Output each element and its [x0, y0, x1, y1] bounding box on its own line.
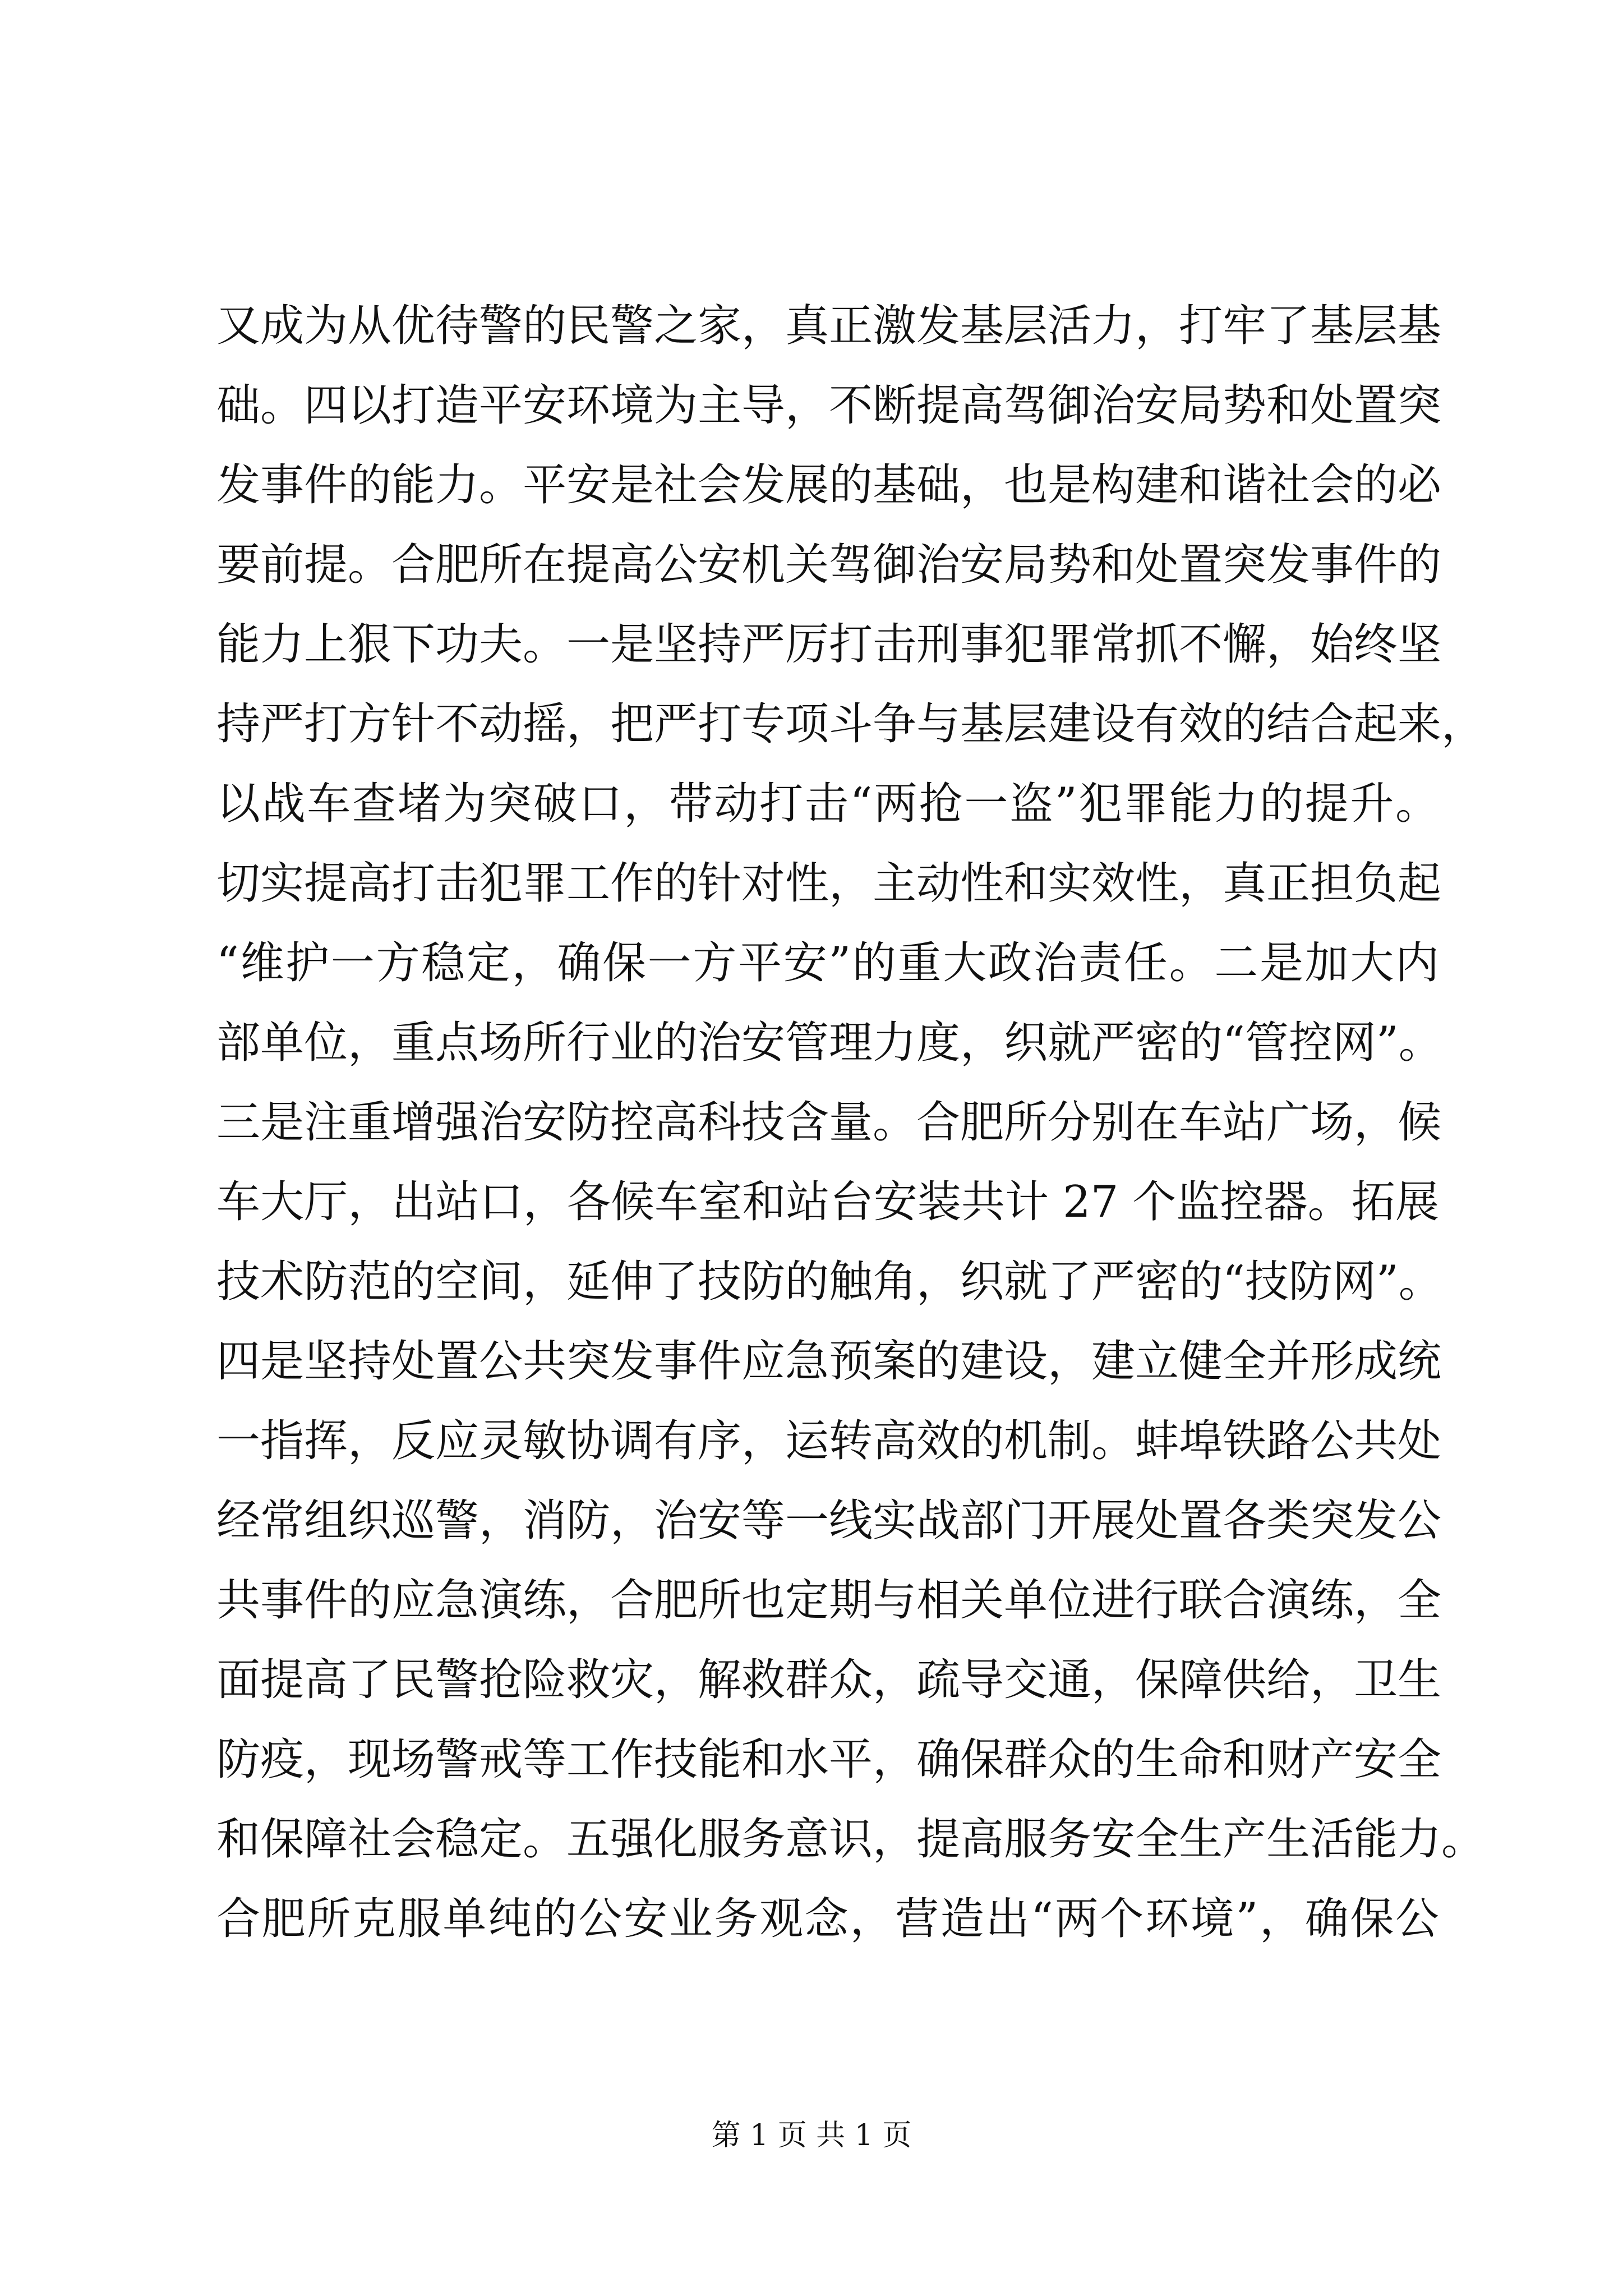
text-line: 三是注重增强治安防控高科技含量。合肥所分别在车站广场，候 [216, 1097, 1442, 1148]
text-line: 持严打方针不动摇，把严打专项斗争与基层建设有效的结合起来， [216, 699, 1486, 749]
text-line: 一指挥，反应灵敏协调有序，运转高效的机制。蚌埠铁路公共处 [216, 1416, 1442, 1466]
text-line: 又成为从优待警的民警之家，真正激发基层活力，打牢了基层基 [216, 301, 1442, 351]
text-line: 以战车查堵为突破口，带动打击“两抢一盗”犯罪能力的提升。 [216, 779, 1439, 829]
text-line: 和保障社会稳定。五强化服务意识，提高服务安全生产生活能力。 [216, 1814, 1486, 1865]
text-line: 发事件的能力。平安是社会发展的基础，也是构建和谐社会的必 [216, 460, 1442, 510]
text-line: 共事件的应急演练，合肥所也定期与相关单位进行联合演练，全 [216, 1575, 1442, 1626]
text-line: 部单位，重点场所行业的治安管理力度，织就严密的“管控网”。 [216, 1018, 1442, 1068]
text-line: 四是坚持处置公共突发事件应急预案的建设，建立健全并形成统 [216, 1336, 1442, 1387]
text-line: 能力上狠下功夫。一是坚持严厉打击刑事犯罪常抓不懈，始终坚 [216, 619, 1442, 670]
text-line: 经常组织巡警，消防，治安等一线实战部门开展处置各类突发公 [216, 1496, 1442, 1546]
text-line: 面提高了民警抢险救灾，解救群众，疏导交通，保障供给，卫生 [216, 1655, 1442, 1705]
text-line: 技术防范的空间，延伸了技防的触角，织就了严密的“技防网”。 [216, 1257, 1442, 1307]
text-line: 切实提高打击犯罪工作的针对性，主动性和实效性，真正担负起 [216, 858, 1442, 909]
text-line: 础。四以打造平安环境为主导，不断提高驾御治安局势和处置突 [216, 380, 1442, 431]
text-line: 车大厅，出站口，各候车室和站台安装共计 27 个监控器。拓展 [216, 1177, 1439, 1227]
page-footer [0, 2116, 1623, 2155]
text-line: 要前提。合肥所在提高公安机关驾御治安局势和处置突发事件的 [216, 540, 1442, 590]
text-line: 合肥所克服单纯的公安业务观念，营造出“两个环境”，确保公 [216, 1894, 1439, 1944]
page-number-label: 第 1 页 共 1 页 [711, 2119, 912, 2152]
text-line: 防疫，现场警戒等工作技能和水平，确保群众的生命和财产安全 [216, 1734, 1442, 1785]
text-line: “维护一方稳定，确保一方平安”的重大政治责任。二是加大内 [216, 938, 1439, 988]
body-text [216, 286, 1486, 1959]
